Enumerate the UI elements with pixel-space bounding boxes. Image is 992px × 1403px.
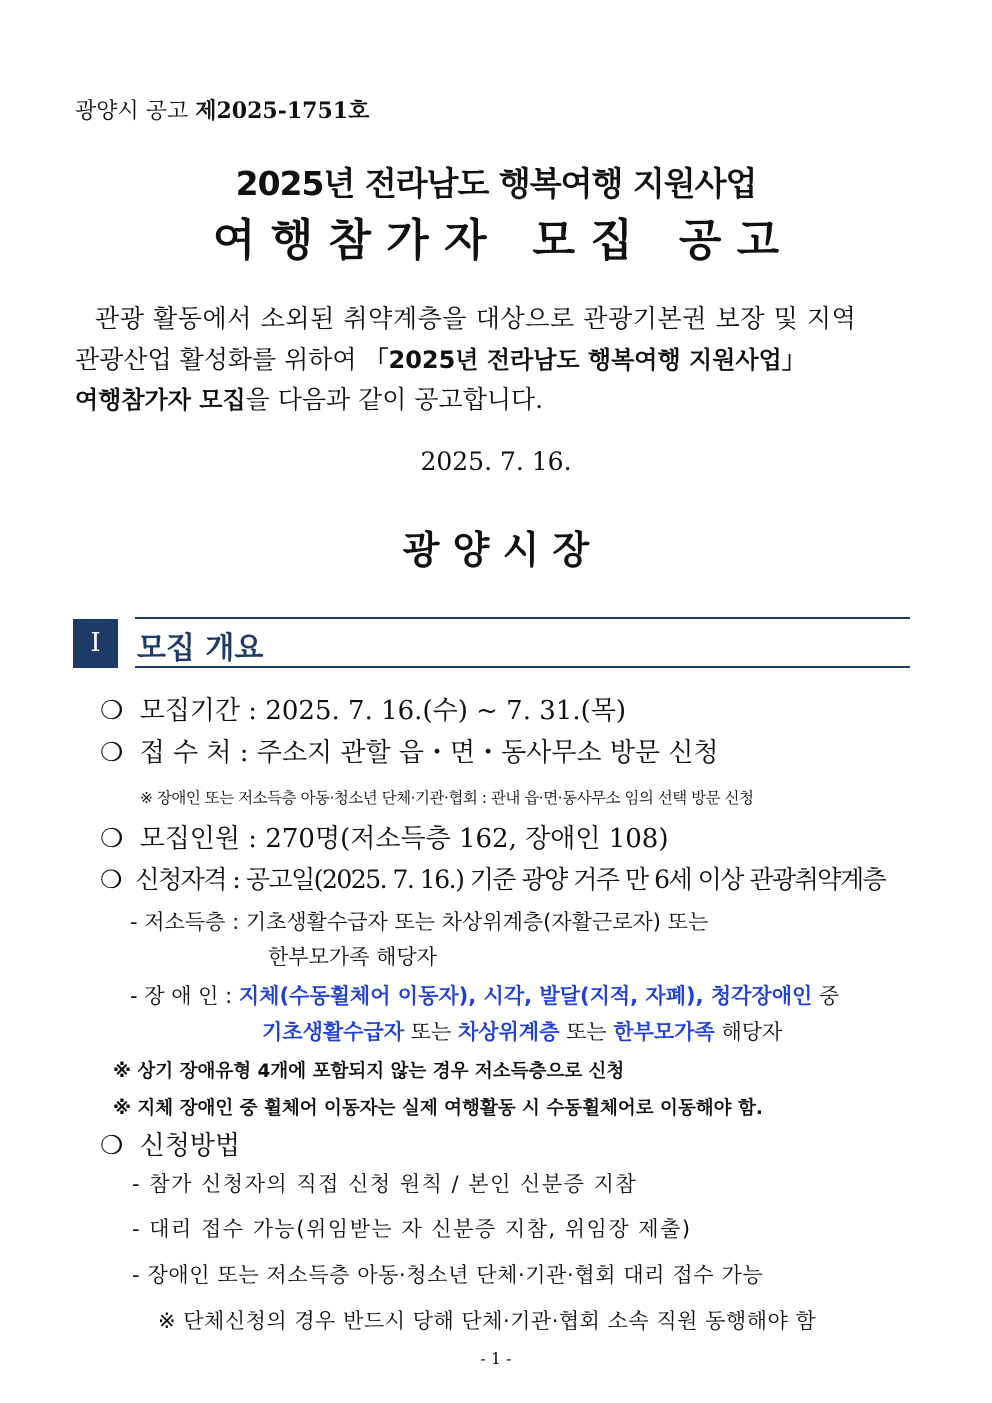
section-number-box: [73, 619, 118, 668]
bullet-icon: ❍: [100, 824, 124, 854]
note-wheelchair: ※ 지체 장애인 중 휠체어 이동자는 실제 여행활동 시 수동휠체어로 이동해야 함.: [113, 1098, 763, 1119]
low-income-line1: - 저소득층 : 기초생활수급자 또는 차상위계층(자활근로자) 또는: [130, 910, 709, 934]
section-title: 모집 개요: [137, 631, 264, 666]
item-count-text: 모집인원 : 270명(저소득층 162, 장애인 108): [139, 824, 669, 854]
section-rule-top: [135, 617, 910, 619]
section-number: I: [90, 628, 101, 658]
disabled-label: - 장 애 인 :: [130, 984, 239, 1008]
disabled-single-parent: 한부모가족: [613, 1020, 715, 1044]
notice-number: [75, 94, 369, 125]
item-method-text: 신청방법: [139, 1131, 241, 1161]
item-place-note: ※ 장애인 또는 저소득층 아동·청소년 단체·기관·협회 : 관내 읍·면·동사무소 임의 선택 방문 신청: [140, 789, 754, 807]
notice-date: 2025. 7. 16.: [420, 447, 572, 476]
method-note: ※ 단체신청의 경우 반드시 당해 단체·기관·협회 소속 직원 동행해야 함: [158, 1309, 817, 1333]
intro-line2-a: 관광산업 활성화를 위하여: [75, 345, 365, 374]
intro-line2-b: 「2025년 전라남도 행복여행 지원사업」: [364, 346, 806, 374]
bullet-icon: ❍: [100, 1131, 124, 1161]
item-place: [100, 732, 719, 769]
title-line1: 2025년 전라남도 행복여행 지원사업: [235, 164, 757, 203]
bullet-icon: ❍: [100, 738, 124, 768]
low-income-line2: 한부모가족 해당자: [268, 945, 437, 969]
intro-line3-b: 을 다음과 같이 공고합니다.: [245, 385, 544, 414]
disabled-near-poverty: 차상위계층: [457, 1020, 560, 1044]
method-line1: - 참가 신청자의 직접 신청 원칙 / 본인 신분증 지참: [132, 1172, 638, 1196]
disabled-or-2: 또는: [559, 1020, 614, 1044]
disabled-line2: [262, 1016, 782, 1046]
item-method: [100, 1125, 240, 1162]
intro-line3-a: 여행참가자 모집: [75, 386, 246, 414]
disabled-or-1: 또는: [404, 1020, 458, 1044]
note-disability-types: ※ 상기 장애유형 4개에 포함되지 않는 경우 저소득층으로 신청: [113, 1061, 625, 1082]
method-line3: - 장애인 또는 저소득층 아동·청소년 단체·기관·협회 대리 접수 가능: [132, 1263, 764, 1287]
notice-prefix: 광양시 공고: [75, 99, 196, 124]
item-place-text: 접 수 처 : 주소지 관할 읍・면・동사무소 방문 신청: [139, 738, 719, 768]
item-period-text: 모집기간 : 2025. 7. 16.(수) ~ 7. 31.(목): [139, 696, 626, 726]
item-qual-text: 신청자격 : 공고일(2025. 7. 16.) 기준 광양 거주 만 6세 이상 관광취약계층: [135, 865, 886, 894]
intro-line2: [75, 340, 806, 376]
intro-line1: 관광 활동에서 소외된 취약계층을 대상으로 관광기본권 보장 및 지역: [95, 304, 857, 333]
method-line2: - 대리 접수 가능(위임받는 자 신분증 지참, 위임장 제출): [132, 1217, 692, 1241]
disabled-tail: 해당자: [714, 1020, 783, 1044]
disabled-types: 지체(수동휠체어 이동자), 시각, 발달(지적, 자폐), 청각장애인: [238, 984, 813, 1008]
item-count: [100, 818, 668, 855]
bullet-icon: ❍: [100, 865, 121, 894]
disabled-line1-tail: 중: [812, 984, 840, 1008]
bullet-icon: ❍: [100, 696, 124, 726]
page-number: - 1 -: [480, 1349, 512, 1368]
disabled-basic: 기초생활수급자: [262, 1020, 405, 1044]
intro-line3: [75, 380, 543, 416]
notice-number-value: 제2025-1751호: [195, 98, 370, 124]
item-period: [100, 690, 626, 727]
disabled-line1: [130, 980, 839, 1010]
item-qual: [100, 860, 885, 896]
title-line2: 여 행 참 가 자 모 집 공 고: [212, 215, 780, 266]
issuer: 광 양 시 장: [402, 528, 590, 572]
